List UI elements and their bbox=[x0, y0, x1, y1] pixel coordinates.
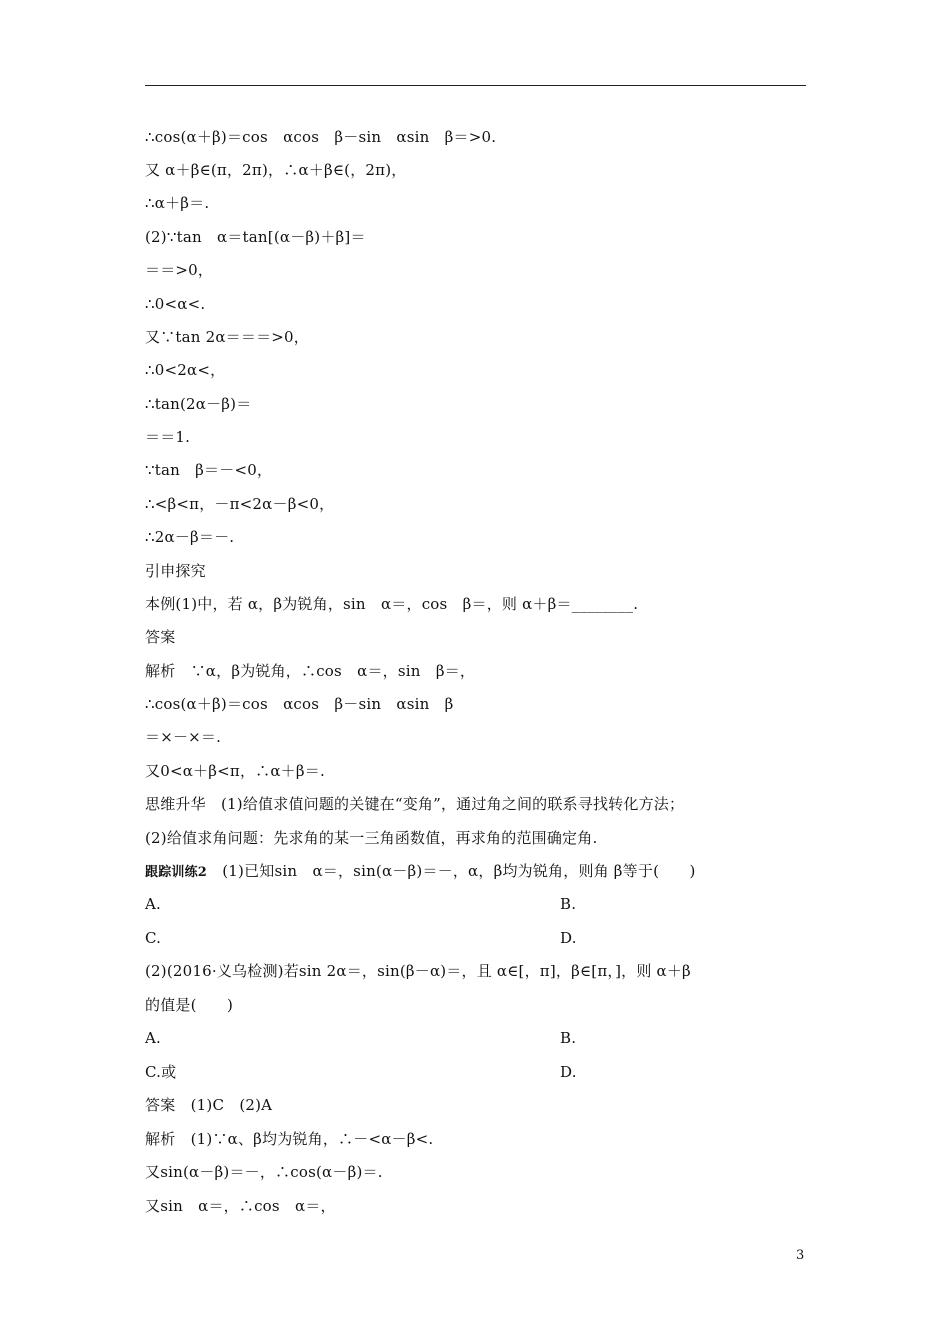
exercise-question-1 bbox=[145, 861, 696, 883]
text-line: ∴0<α<. bbox=[145, 295, 206, 313]
header-rule bbox=[145, 85, 806, 86]
text-line: ∴cos(α＋β)＝cos αcos β－sin αsin β＝>0. bbox=[145, 128, 497, 146]
text-line: ∴α＋β＝. bbox=[145, 194, 210, 212]
text-line: 又0<α＋β<π，∴α＋β＝. bbox=[145, 762, 325, 780]
text-line: (2)给值求角问题：先求角的某一三角函数值，再求角的范围确定角. bbox=[145, 829, 598, 847]
analysis-line: 又sin α＝，∴cos α＝， bbox=[145, 1197, 336, 1215]
text-line: ∴<β<π，－π<2α－β<0， bbox=[145, 495, 335, 513]
option-a: A. bbox=[145, 895, 162, 913]
exercise-q1-text: (1)已知sin α＝，sin(α－β)＝－，α，β均为锐角，则角 β等于( ) bbox=[207, 862, 696, 880]
q2-options-row-2 bbox=[145, 1062, 577, 1082]
exercise-question-2-cont: 的值是( ) bbox=[145, 996, 234, 1014]
option-d: D. bbox=[560, 929, 577, 947]
text-line: ＝＝>0， bbox=[145, 261, 214, 279]
text-line: 答案 bbox=[145, 628, 176, 646]
q2-options-row-1 bbox=[145, 1028, 577, 1048]
text-line: ∴0<2α<， bbox=[145, 361, 226, 379]
text-line: ＝×－×＝. bbox=[145, 728, 222, 746]
option-d: D. bbox=[560, 1063, 577, 1081]
text-line: 本例(1)中，若 α，β为锐角，sin α＝，cos β＝，则 α＋β＝________. bbox=[145, 595, 639, 613]
text-line: 思维升华 (1)给值求值问题的关键在“变角”，通过角之间的联系寻找转化方法； bbox=[145, 795, 685, 813]
text-line: ∴2α－β＝－. bbox=[145, 528, 235, 546]
exercise-question-2: (2)(2016·义乌检测)若sin 2α＝，sin(β－α)＝，且 α∈[，π]，β∈[π，]，则 α＋β bbox=[145, 962, 691, 980]
analysis-line: 解析 (1)∵α、β均为锐角，∴－<α－β<. bbox=[145, 1130, 434, 1148]
text-line: 又 α＋β∈(π，2π)，∴α＋β∈(，2π)， bbox=[145, 161, 407, 179]
option-c: C.或 bbox=[145, 1063, 177, 1081]
answer-line: 答案 (1)C (2)A bbox=[145, 1096, 273, 1114]
text-line: ∵tan β＝－<0， bbox=[145, 461, 273, 479]
option-b: B. bbox=[560, 895, 577, 913]
option-b: B. bbox=[560, 1029, 577, 1047]
option-a: A. bbox=[145, 1029, 162, 1047]
section-heading: 引申探究 bbox=[145, 562, 206, 580]
text-line: 又∵tan 2α＝＝＝>0， bbox=[145, 328, 309, 346]
text-line: ∴tan(2α－β)＝ bbox=[145, 395, 252, 413]
text-line: 解析 ∵α，β为锐角，∴cos α＝，sin β＝， bbox=[145, 662, 476, 680]
analysis-line: 又sin(α－β)＝－，∴cos(α－β)＝. bbox=[145, 1163, 383, 1181]
text-line: ＝＝1. bbox=[145, 428, 191, 446]
text-line: ∴cos(α＋β)＝cos αcos β－sin αsin β bbox=[145, 695, 454, 713]
text-line: (2)∵tan α＝tan[(α－β)＋β]＝ bbox=[145, 228, 366, 246]
page-number: 3 bbox=[796, 1248, 805, 1263]
q1-options-row-2 bbox=[145, 928, 577, 948]
option-c: C. bbox=[145, 929, 162, 947]
exercise-label: 跟踪训练2 bbox=[145, 865, 208, 880]
q1-options-row-1 bbox=[145, 894, 577, 914]
